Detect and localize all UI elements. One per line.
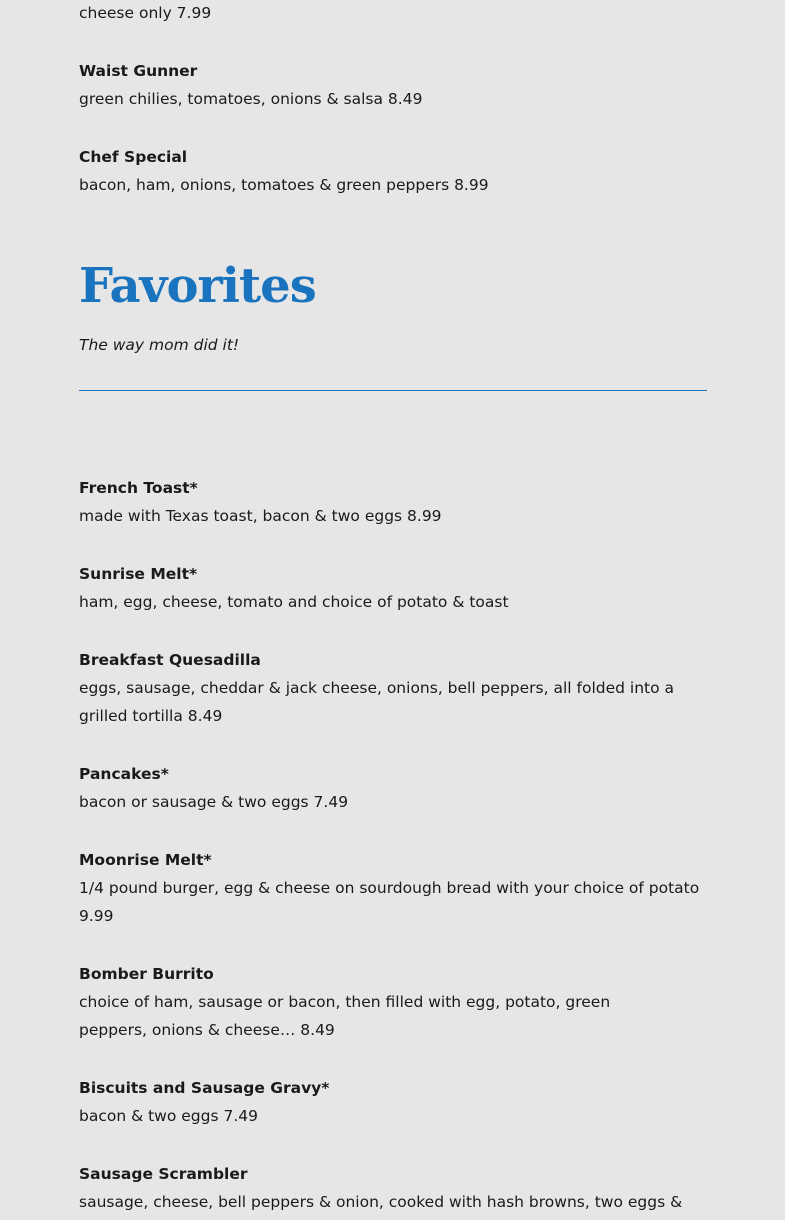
- menu-item-description: bacon, ham, onions, tomatoes & green peppers 8.99: [79, 176, 489, 194]
- section-divider: [79, 390, 707, 391]
- menu-item-french-toast: [79, 474, 707, 530]
- menu-item-description: ham, egg, cheese, tomato and choice of potato & toast: [79, 593, 509, 611]
- menu-item-description: cheese only 7.99: [79, 4, 212, 22]
- menu-item-sunrise-melt: [79, 560, 707, 616]
- menu-item-moonrise-melt: [79, 846, 707, 930]
- menu-item-name: Chef Special: [79, 148, 188, 166]
- menu-item-bomber-burrito: [79, 960, 619, 1044]
- menu-item-description: green chilies, tomatoes, onions & salsa 8.49: [79, 90, 423, 108]
- menu-item-breakfast-quesadilla: [79, 646, 707, 730]
- menu-item-chef-special: [79, 143, 707, 199]
- menu-item-name: Pancakes*: [79, 765, 169, 783]
- menu-item-name: Sunrise Melt*: [79, 565, 198, 583]
- menu-item-waist-gunner: [79, 57, 707, 113]
- menu-item-sausage-scrambler: [79, 1160, 707, 1216]
- menu-item-description: choice of ham, sausage or bacon, then filled with egg, potato, green peppers, onions & cheese… 8.49: [79, 993, 611, 1039]
- section-tagline: The way mom did it!: [79, 336, 240, 354]
- menu-item-description: sausage, cheese, bell peppers & onion, cooked with hash browns, two eggs &: [79, 1193, 683, 1211]
- menu-item-biscuits-gravy: [79, 1074, 707, 1130]
- menu-item-pancakes: [79, 760, 707, 816]
- menu-item-description: eggs, sausage, cheddar & jack cheese, onions, bell peppers, all folded into a grilled tortilla 8.49: [79, 679, 675, 725]
- menu-item-description: bacon & two eggs 7.49: [79, 1107, 258, 1125]
- menu-item-name: French Toast*: [79, 479, 198, 497]
- menu-item-name: Sausage Scrambler: [79, 1165, 248, 1183]
- menu-item-name: Biscuits and Sausage Gravy*: [79, 1079, 330, 1097]
- menu-item-name: Waist Gunner: [79, 62, 198, 80]
- section-title: Favorites: [79, 258, 316, 314]
- menu-item-name: Bomber Burrito: [79, 965, 214, 983]
- menu-item-description: 1/4 pound burger, egg & cheese on sourdough bread with your choice of potato 9.99: [79, 879, 700, 925]
- menu-item-description: made with Texas toast, bacon & two eggs 8.99: [79, 507, 442, 525]
- menu-item-description: bacon or sausage & two eggs 7.49: [79, 793, 349, 811]
- menu-item-name: Breakfast Quesadilla: [79, 651, 261, 669]
- menu-item-name: Moonrise Melt*: [79, 851, 212, 869]
